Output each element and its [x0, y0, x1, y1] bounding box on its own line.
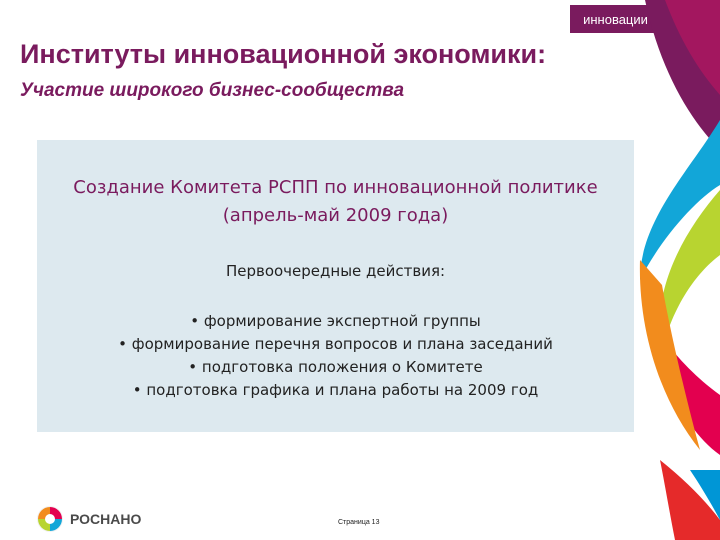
rosnano-logo	[36, 505, 141, 533]
slide-title: Институты инновационной экономики:	[20, 39, 547, 69]
slide-subtitle: Участие широкого бизнес-сообщества	[20, 80, 405, 101]
page-number: Страница 13	[338, 519, 380, 526]
list-item: • подготовка графика и плана работы на 2009 год	[37, 379, 634, 402]
actions-label: Первоочередные действия:	[225, 262, 446, 280]
list-item: • формирование перечня вопросов и плана заседаний	[37, 333, 634, 356]
panel-heading-line2: (апрель-май 2009 года)	[222, 205, 449, 226]
panel-heading-line1: Создание Комитета РСПП по инновационной политике	[73, 177, 598, 198]
list-item: • формирование экспертной группы	[37, 310, 634, 333]
list-item: • подготовка положения о Комитете	[37, 356, 634, 379]
logo-text: РОСНАНО	[70, 511, 142, 527]
rosnano-logo-icon	[36, 505, 64, 533]
action-list	[37, 310, 634, 402]
panel-heading	[37, 174, 634, 230]
section-tag: инновации	[569, 4, 662, 34]
